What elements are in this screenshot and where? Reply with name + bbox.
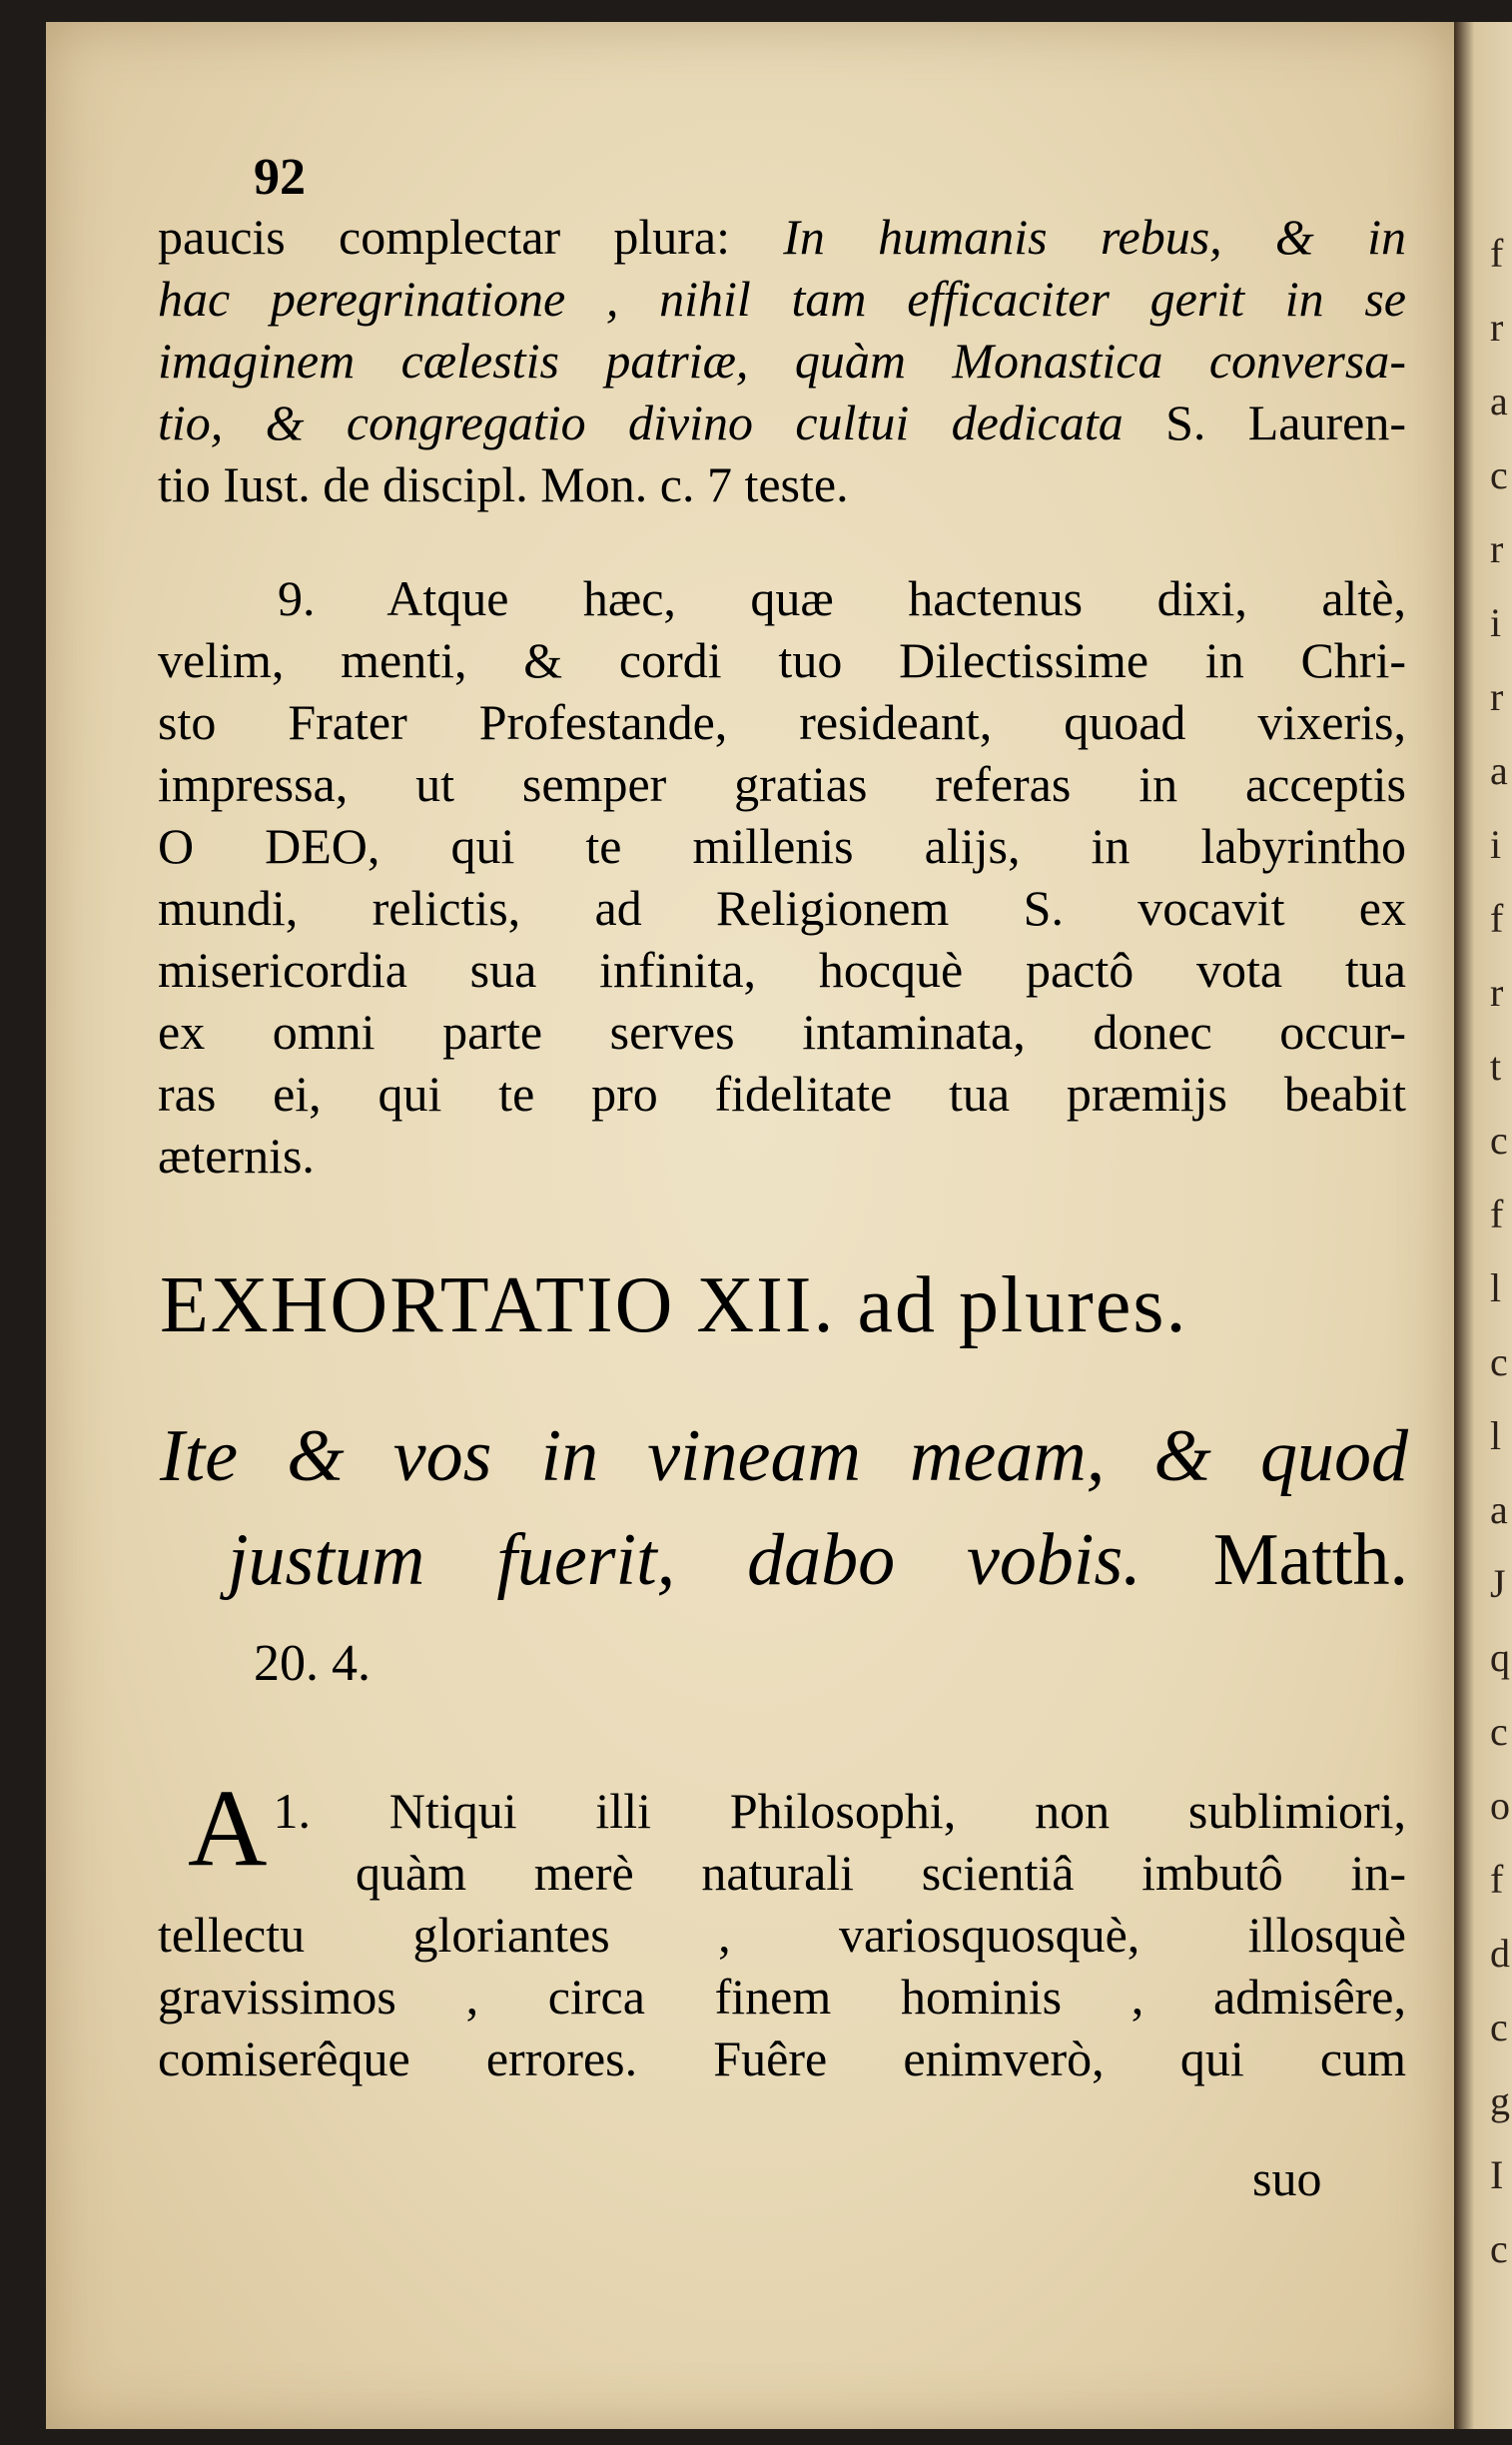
motto-line: justum fuerit, dabo vobis. Matth. (228, 1519, 1408, 1601)
margin-letter: c (1490, 1709, 1508, 1754)
margin-letter: c (1490, 1118, 1508, 1163)
text-line: impressa, ut semper gratias referas in acceptis (158, 756, 1406, 812)
margin-letter: f (1490, 1192, 1504, 1236)
margin-letter: c (1490, 1339, 1508, 1384)
margin-letter: a (1490, 1487, 1508, 1532)
margin-letter: f (1490, 1857, 1504, 1902)
margin-letter: t (1490, 1044, 1502, 1089)
margin-letter: l (1490, 1265, 1502, 1310)
margin-letter: f (1490, 231, 1504, 276)
catchword: suo (1252, 2150, 1322, 2206)
text-line: quàm merè naturali scientiâ imbutô in- (356, 1845, 1406, 1901)
drop-cap: A (188, 1767, 268, 1889)
motto-quote (160, 1404, 1408, 1716)
text-line: O DEO, qui te millenis alijs, in labyrintho (158, 818, 1406, 874)
text-line: hac peregrinatione , nihil tam efficaciter gerit in se (158, 271, 1406, 327)
text-line: misericordia sua infinita, hocquè pactô vota tua (158, 942, 1406, 998)
margin-letter: o (1490, 1783, 1510, 1828)
text-line: sto Frater Profestande, resideant, quoad vixeris, (158, 694, 1406, 750)
margin-letter: r (1490, 674, 1504, 719)
margin-letter: q (1490, 1635, 1510, 1680)
text-line: tellectu gloriantes , variosquosquè, illosquè (158, 1907, 1406, 1963)
margin-letter: c (1490, 2226, 1508, 2271)
margin-letter: c (1490, 452, 1508, 497)
text-line: ras ei, qui te pro fidelitate tua præmijs beabit (158, 1066, 1406, 1122)
text-line: 9. Atque hæc, quæ hactenus dixi, altè, (278, 570, 1406, 626)
margin-letter: a (1490, 379, 1508, 423)
motto-line: Ite & vos in vineam meam, & quod (160, 1415, 1408, 1497)
text-line: ex omni parte serves intaminata, donec occur- (158, 1004, 1406, 1060)
text-line: tio, & congregatio divino cultui dedicata S. Lauren- (158, 395, 1406, 450)
margin-letter: a (1490, 748, 1508, 793)
margin-letter: l (1490, 1413, 1502, 1458)
text-line: paucis complectar plura: In humanis rebus, & in (158, 209, 1406, 265)
text-line: comiserêque errores. Fuêre enimverò, qui cum (158, 2031, 1406, 2086)
text-line: tio Iust. de discipl. Mon. c. 7 teste. (158, 456, 849, 512)
margin-letter: g (1490, 2078, 1510, 2123)
margin-letter: I (1490, 2152, 1504, 2197)
paragraph-continuation (158, 206, 1406, 515)
margin-letter: r (1490, 970, 1504, 1015)
text-line: 1. A Ntiqui illi Philosophi, non sublimiori, (188, 1767, 1407, 1889)
margin-letter: f (1490, 896, 1504, 941)
margin-letter: i (1490, 600, 1502, 645)
motto-reference: 20. 4. (254, 1635, 371, 1692)
paragraph-1 (158, 1767, 1407, 2089)
text-line: mundi, relictis, ad Religionem S. vocavit ex (158, 880, 1406, 936)
text-line: æternis. (158, 1128, 315, 1184)
margin-letter: J (1490, 1561, 1506, 1606)
paragraph-9 (158, 567, 1406, 1187)
margin-letter: c (1490, 2005, 1508, 2049)
margin-letter: r (1490, 526, 1504, 571)
text-line: imaginem cælestis patriæ, quàm Monastica conversa- (158, 333, 1406, 389)
section-heading: EXHORTATIO XII. ad plures. (160, 1261, 1188, 1349)
page-number: 92 (254, 149, 306, 206)
text-line: velim, menti, & cordi tuo Dilectissime in Chri- (158, 632, 1406, 688)
text-line: gravissimos , circa finem hominis , admisêre, (158, 1969, 1406, 2025)
paragraph-number: 1. (273, 1783, 311, 1839)
margin-letter: d (1490, 1931, 1510, 1976)
margin-letter: r (1490, 305, 1504, 350)
margin-letter: i (1490, 822, 1502, 867)
